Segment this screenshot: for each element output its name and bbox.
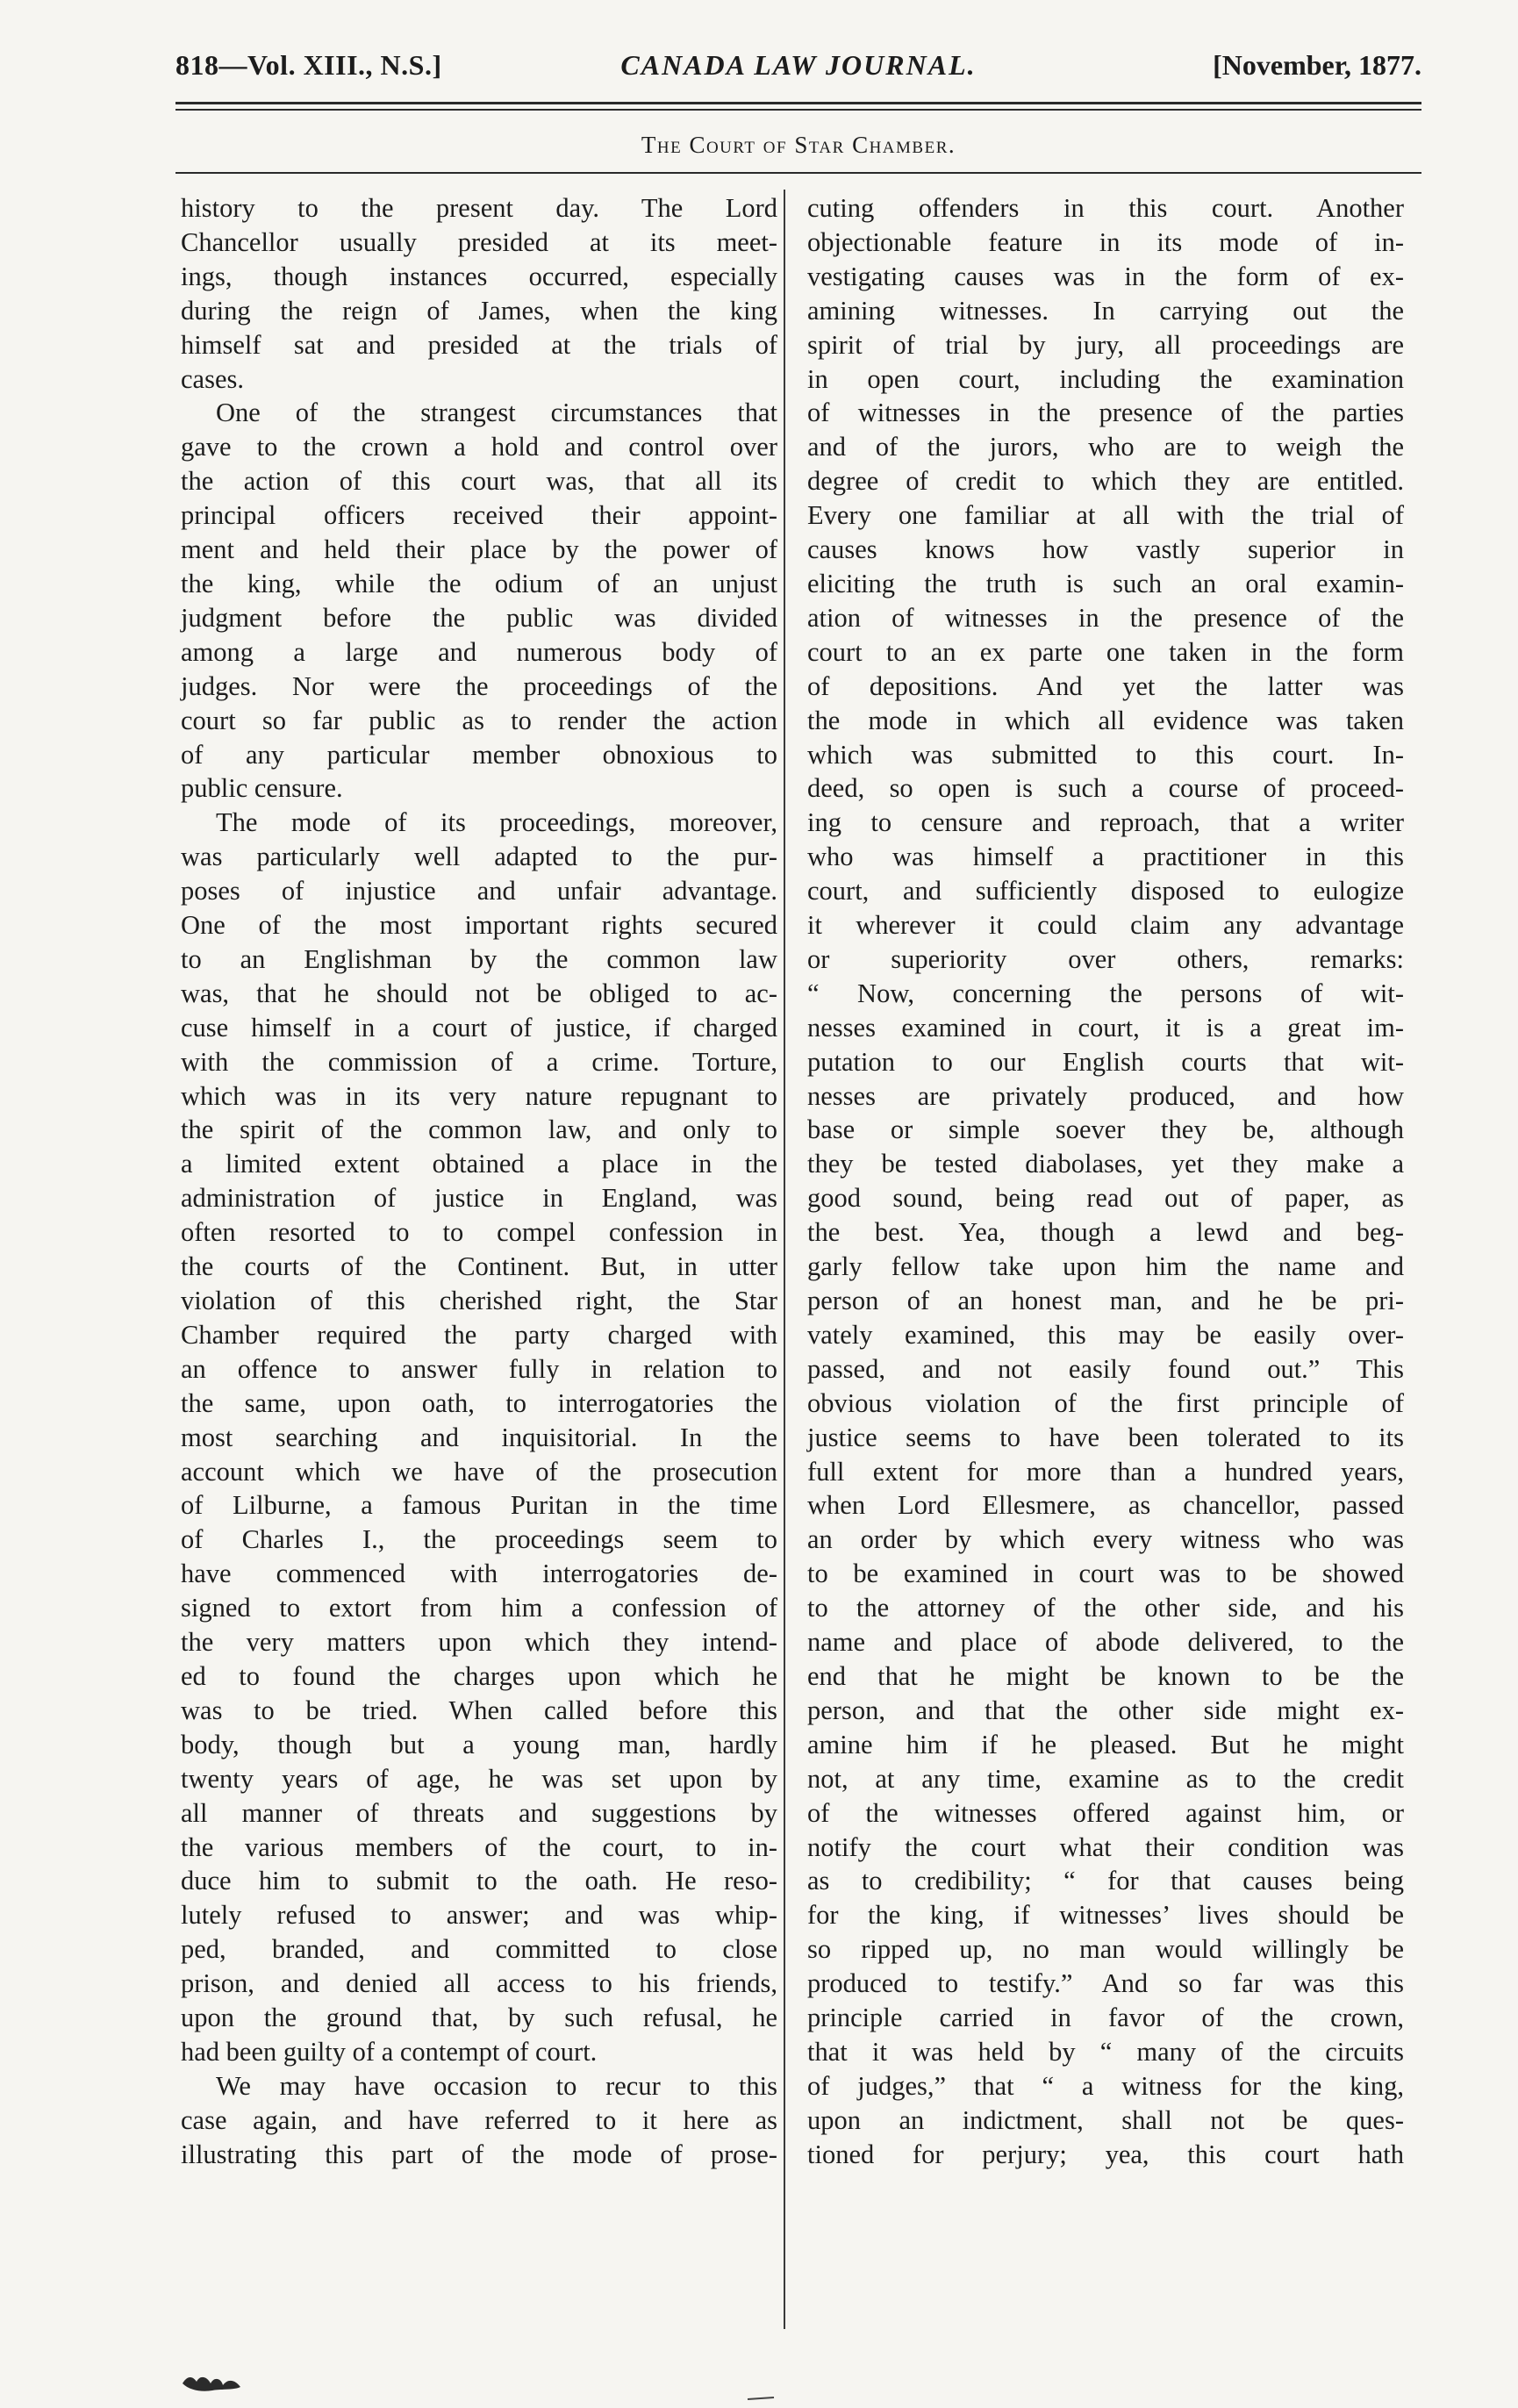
text-line: himself sat and presided at the trials of bbox=[181, 329, 777, 360]
paragraph bbox=[181, 806, 777, 2069]
text-line: The mode of its proceedings, moreover, bbox=[216, 807, 777, 838]
text-line: who was himself a practitioner in this bbox=[807, 842, 1404, 872]
text-line: eliciting the truth is such an oral examin- bbox=[807, 568, 1404, 598]
text-line: of depositions. And yet the latter was bbox=[807, 670, 1404, 701]
text-line: the spirit of the common law, and only to bbox=[181, 1114, 777, 1145]
text-line: tioned for perjury; yea, this court hath bbox=[807, 2139, 1404, 2169]
text-line: a limited extent obtained a place in the bbox=[181, 1149, 777, 1179]
text-line: for the king, if witnesses’ lives should be bbox=[807, 1900, 1404, 1931]
text-line: of any particular member obnoxious to bbox=[181, 739, 777, 770]
text-line: person, and that the other side might ex- bbox=[807, 1695, 1404, 1725]
text-line: or superiority over others, remarks: bbox=[807, 943, 1404, 974]
text-line: the various members of the court, to in- bbox=[181, 1831, 777, 1862]
text-line: obvious violation of the first principle of bbox=[807, 1387, 1404, 1418]
text-line: upon an indictment, shall not be ques- bbox=[807, 2104, 1404, 2135]
text-line: most searching and inquisitorial. In the bbox=[181, 1422, 777, 1452]
text-line: signed to extort from him a confession of bbox=[181, 1593, 777, 1623]
text-line: judgment before the public was divided bbox=[181, 602, 777, 633]
text-line: the king, while the odium of an unjust bbox=[181, 568, 777, 598]
text-line: cases. bbox=[181, 363, 244, 394]
text-line: deed, so open is such a course of proceed- bbox=[807, 773, 1404, 804]
text-line: degree of credit to which they are entitled. bbox=[807, 466, 1404, 497]
text-line: duce him to submit to the oath. He reso- bbox=[181, 1866, 777, 1896]
column-divider bbox=[784, 190, 785, 2329]
text-line: account which we have of the prosecution bbox=[181, 1456, 777, 1487]
text-line: Chamber required the party charged with bbox=[181, 1319, 777, 1350]
text-line: We may have occasion to recur to this bbox=[216, 2070, 777, 2101]
text-line: often resorted to to compel confession in bbox=[181, 1217, 777, 1248]
text-line: of Charles I., the proceedings seem to bbox=[181, 1524, 777, 1555]
text-line: person of an honest man, and he be pri- bbox=[807, 1286, 1404, 1315]
text-line: an offence to answer fully in relation to bbox=[181, 1353, 777, 1384]
text-line: Every one familiar at all with the trial of bbox=[807, 500, 1404, 531]
text-line: was particularly well adapted to the pur- bbox=[181, 842, 777, 872]
text-line: it wherever it could claim any advantage bbox=[807, 910, 1404, 941]
paragraph bbox=[181, 2069, 777, 2172]
text-line: the courts of the Continent. But, in utter bbox=[181, 1251, 777, 1282]
text-line: cuting offenders in this court. Another bbox=[807, 193, 1404, 223]
text-line: violation of this cherished right, the Star bbox=[181, 1286, 777, 1315]
section-rule bbox=[175, 172, 1421, 174]
text-line: cuse himself in a court of justice, if charged bbox=[181, 1012, 777, 1043]
text-line: all manner of threats and suggestions by bbox=[181, 1797, 777, 1828]
text-line: not, at any time, examine as to the credit bbox=[807, 1763, 1404, 1794]
section-title: The Court of Star Chamber. bbox=[641, 132, 956, 158]
text-line: the best. Yea, though a lewd and beg- bbox=[807, 1217, 1404, 1248]
text-line: principle carried in favor of the crown, bbox=[807, 2003, 1404, 2033]
text-line: gave to the crown a hold and control over bbox=[181, 432, 777, 462]
text-line: have commenced with interrogatories de- bbox=[181, 1559, 777, 1589]
text-line: of Lilburne, a famous Puritan in the time bbox=[181, 1490, 777, 1521]
text-line: ing to censure and reproach, that a writer bbox=[807, 807, 1404, 838]
text-line: nesses examined in court, it is a great im- bbox=[807, 1012, 1404, 1043]
text-line: public censure. bbox=[181, 773, 343, 804]
text-line: Chancellor usually presided at its meet- bbox=[181, 226, 777, 257]
text-line: notify the court what their condition was bbox=[807, 1831, 1404, 1862]
text-line: poses of injustice and unfair advantage. bbox=[181, 876, 777, 907]
journal-title: CANADA LAW JOURNAL. bbox=[620, 49, 977, 81]
text-line: of witnesses in the presence of the parties bbox=[807, 398, 1404, 428]
right-column bbox=[807, 191, 1404, 2172]
text-line: amine him if he pleased. But he might bbox=[807, 1729, 1404, 1759]
text-line: court, and sufficiently disposed to eulogize bbox=[807, 876, 1404, 907]
text-line: among a large and numerous body of bbox=[181, 636, 777, 667]
text-line: end that he might be known to be the bbox=[807, 1660, 1404, 1691]
text-line: in open court, including the examination bbox=[807, 363, 1404, 394]
text-line: the action of this court was, that all its bbox=[181, 466, 777, 497]
text-line: case again, and have referred to it here as bbox=[181, 2104, 777, 2135]
text-line: so ripped up, no man would willingly be bbox=[807, 1934, 1404, 1965]
left-column bbox=[181, 191, 777, 2172]
text-line: putation to our English courts that wit- bbox=[807, 1046, 1404, 1077]
text-line: spirit of trial by jury, all proceedings are bbox=[807, 329, 1404, 360]
text-line: during the reign of James, when the king bbox=[181, 295, 777, 326]
text-line: the mode in which all evidence was taken bbox=[807, 705, 1404, 735]
text-line: ings, though instances occurred, especially bbox=[181, 261, 777, 291]
text-line: full extent for more than a hundred years, bbox=[807, 1456, 1404, 1487]
text-line: ped, branded, and committed to close bbox=[181, 1934, 777, 1965]
paragraph bbox=[807, 191, 1404, 2172]
text-line: an order by which every witness who was bbox=[807, 1524, 1404, 1555]
volume-label: 818—Vol. XIII., N.S.] bbox=[175, 49, 442, 81]
text-line: amining witnesses. In carrying out the bbox=[807, 295, 1404, 326]
text-line: justice seems to have been tolerated to its bbox=[807, 1422, 1404, 1452]
text-line: objectionable feature in its mode of in- bbox=[807, 226, 1404, 257]
text-line: twenty years of age, he was set upon by bbox=[181, 1763, 777, 1794]
text-line: court so far public as to render the action bbox=[181, 705, 777, 735]
text-line: judges. Nor were the proceedings of the bbox=[181, 670, 777, 701]
text-line: court to an ex parte one taken in the form bbox=[807, 636, 1404, 667]
bottom-margin-mark bbox=[744, 2394, 779, 2403]
text-line: name and place of abode delivered, to the bbox=[807, 1627, 1404, 1658]
text-line: good sound, being read out of paper, as bbox=[807, 1183, 1404, 1214]
text-line: One of the strangest circumstances that bbox=[216, 398, 777, 428]
text-line: of the witnesses offered against him, or bbox=[807, 1797, 1404, 1828]
text-line: with the commission of a crime. Torture, bbox=[181, 1046, 777, 1077]
header-rule-bottom bbox=[175, 109, 1421, 111]
text-line: upon the ground that, by such refusal, he bbox=[181, 2003, 777, 2033]
paragraph bbox=[181, 396, 777, 806]
text-line: administration of justice in England, was bbox=[181, 1183, 777, 1214]
text-line: when Lord Ellesmere, as chancellor, passed bbox=[807, 1490, 1404, 1521]
text-line: they be tested diabolases, yet they make a bbox=[807, 1149, 1404, 1179]
text-line: lutely refused to answer; and was whip- bbox=[181, 1900, 777, 1931]
text-line: prison, and denied all access to his friends, bbox=[181, 1968, 777, 1999]
text-line: was to be tried. When called before this bbox=[181, 1695, 777, 1725]
text-line: illustrating this part of the mode of prose- bbox=[181, 2139, 777, 2169]
text-line: history to the present day. The Lord bbox=[181, 193, 777, 223]
text-line: produced to testify.” And so far was this bbox=[807, 1968, 1404, 1999]
text-line: which was submitted to this court. In- bbox=[807, 739, 1404, 770]
text-line: principal officers received their appoint- bbox=[181, 500, 777, 531]
text-line: to be examined in court was to be showed bbox=[807, 1559, 1404, 1589]
text-line: garly fellow take upon him the name and bbox=[807, 1251, 1404, 1282]
text-line: was, that he should not be obliged to ac- bbox=[181, 978, 777, 1008]
text-line: to the attorney of the other side, and his bbox=[807, 1593, 1404, 1623]
text-line: and of the jurors, who are to weigh the bbox=[807, 432, 1404, 462]
running-head bbox=[175, 49, 1421, 93]
text-line: passed, and not easily found out.” This bbox=[807, 1353, 1404, 1384]
text-line: the very matters upon which they intend- bbox=[181, 1627, 777, 1658]
text-line: had been guilty of a contempt of court. bbox=[181, 2036, 598, 2067]
text-line: vately examined, this may be easily over- bbox=[807, 1319, 1404, 1350]
text-line: as to credibility; “ for that causes being bbox=[807, 1866, 1404, 1896]
header-rule-top bbox=[175, 102, 1421, 104]
text-line: nesses are privately produced, and how bbox=[807, 1080, 1404, 1111]
issue-date: [November, 1877. bbox=[1213, 49, 1421, 81]
text-line: “ Now, concerning the persons of wit- bbox=[807, 978, 1404, 1008]
text-line: of judges,” that “ a witness for the king, bbox=[807, 2070, 1404, 2101]
text-line: ment and held their place by the power of bbox=[181, 534, 777, 565]
text-line: body, though but a young man, hardly bbox=[181, 1729, 777, 1759]
text-line: ed to found the charges upon which he bbox=[181, 1660, 777, 1691]
text-line: causes knows how vastly superior in bbox=[807, 534, 1404, 565]
ink-blot-mark bbox=[181, 2371, 242, 2392]
text-line: to an Englishman by the common law bbox=[181, 943, 777, 974]
text-line: One of the most important rights secured bbox=[181, 910, 777, 941]
text-line: which was in its very nature repugnant to bbox=[181, 1080, 777, 1111]
text-line: vestigating causes was in the form of ex- bbox=[807, 261, 1404, 291]
text-line: that it was held by “ many of the circuits bbox=[807, 2036, 1404, 2067]
text-line: base or simple soever they be, although bbox=[807, 1114, 1404, 1145]
text-line: ation of witnesses in the presence of the bbox=[807, 602, 1404, 633]
text-line: the same, upon oath, to interrogatories the bbox=[181, 1387, 777, 1418]
paragraph bbox=[181, 191, 777, 396]
